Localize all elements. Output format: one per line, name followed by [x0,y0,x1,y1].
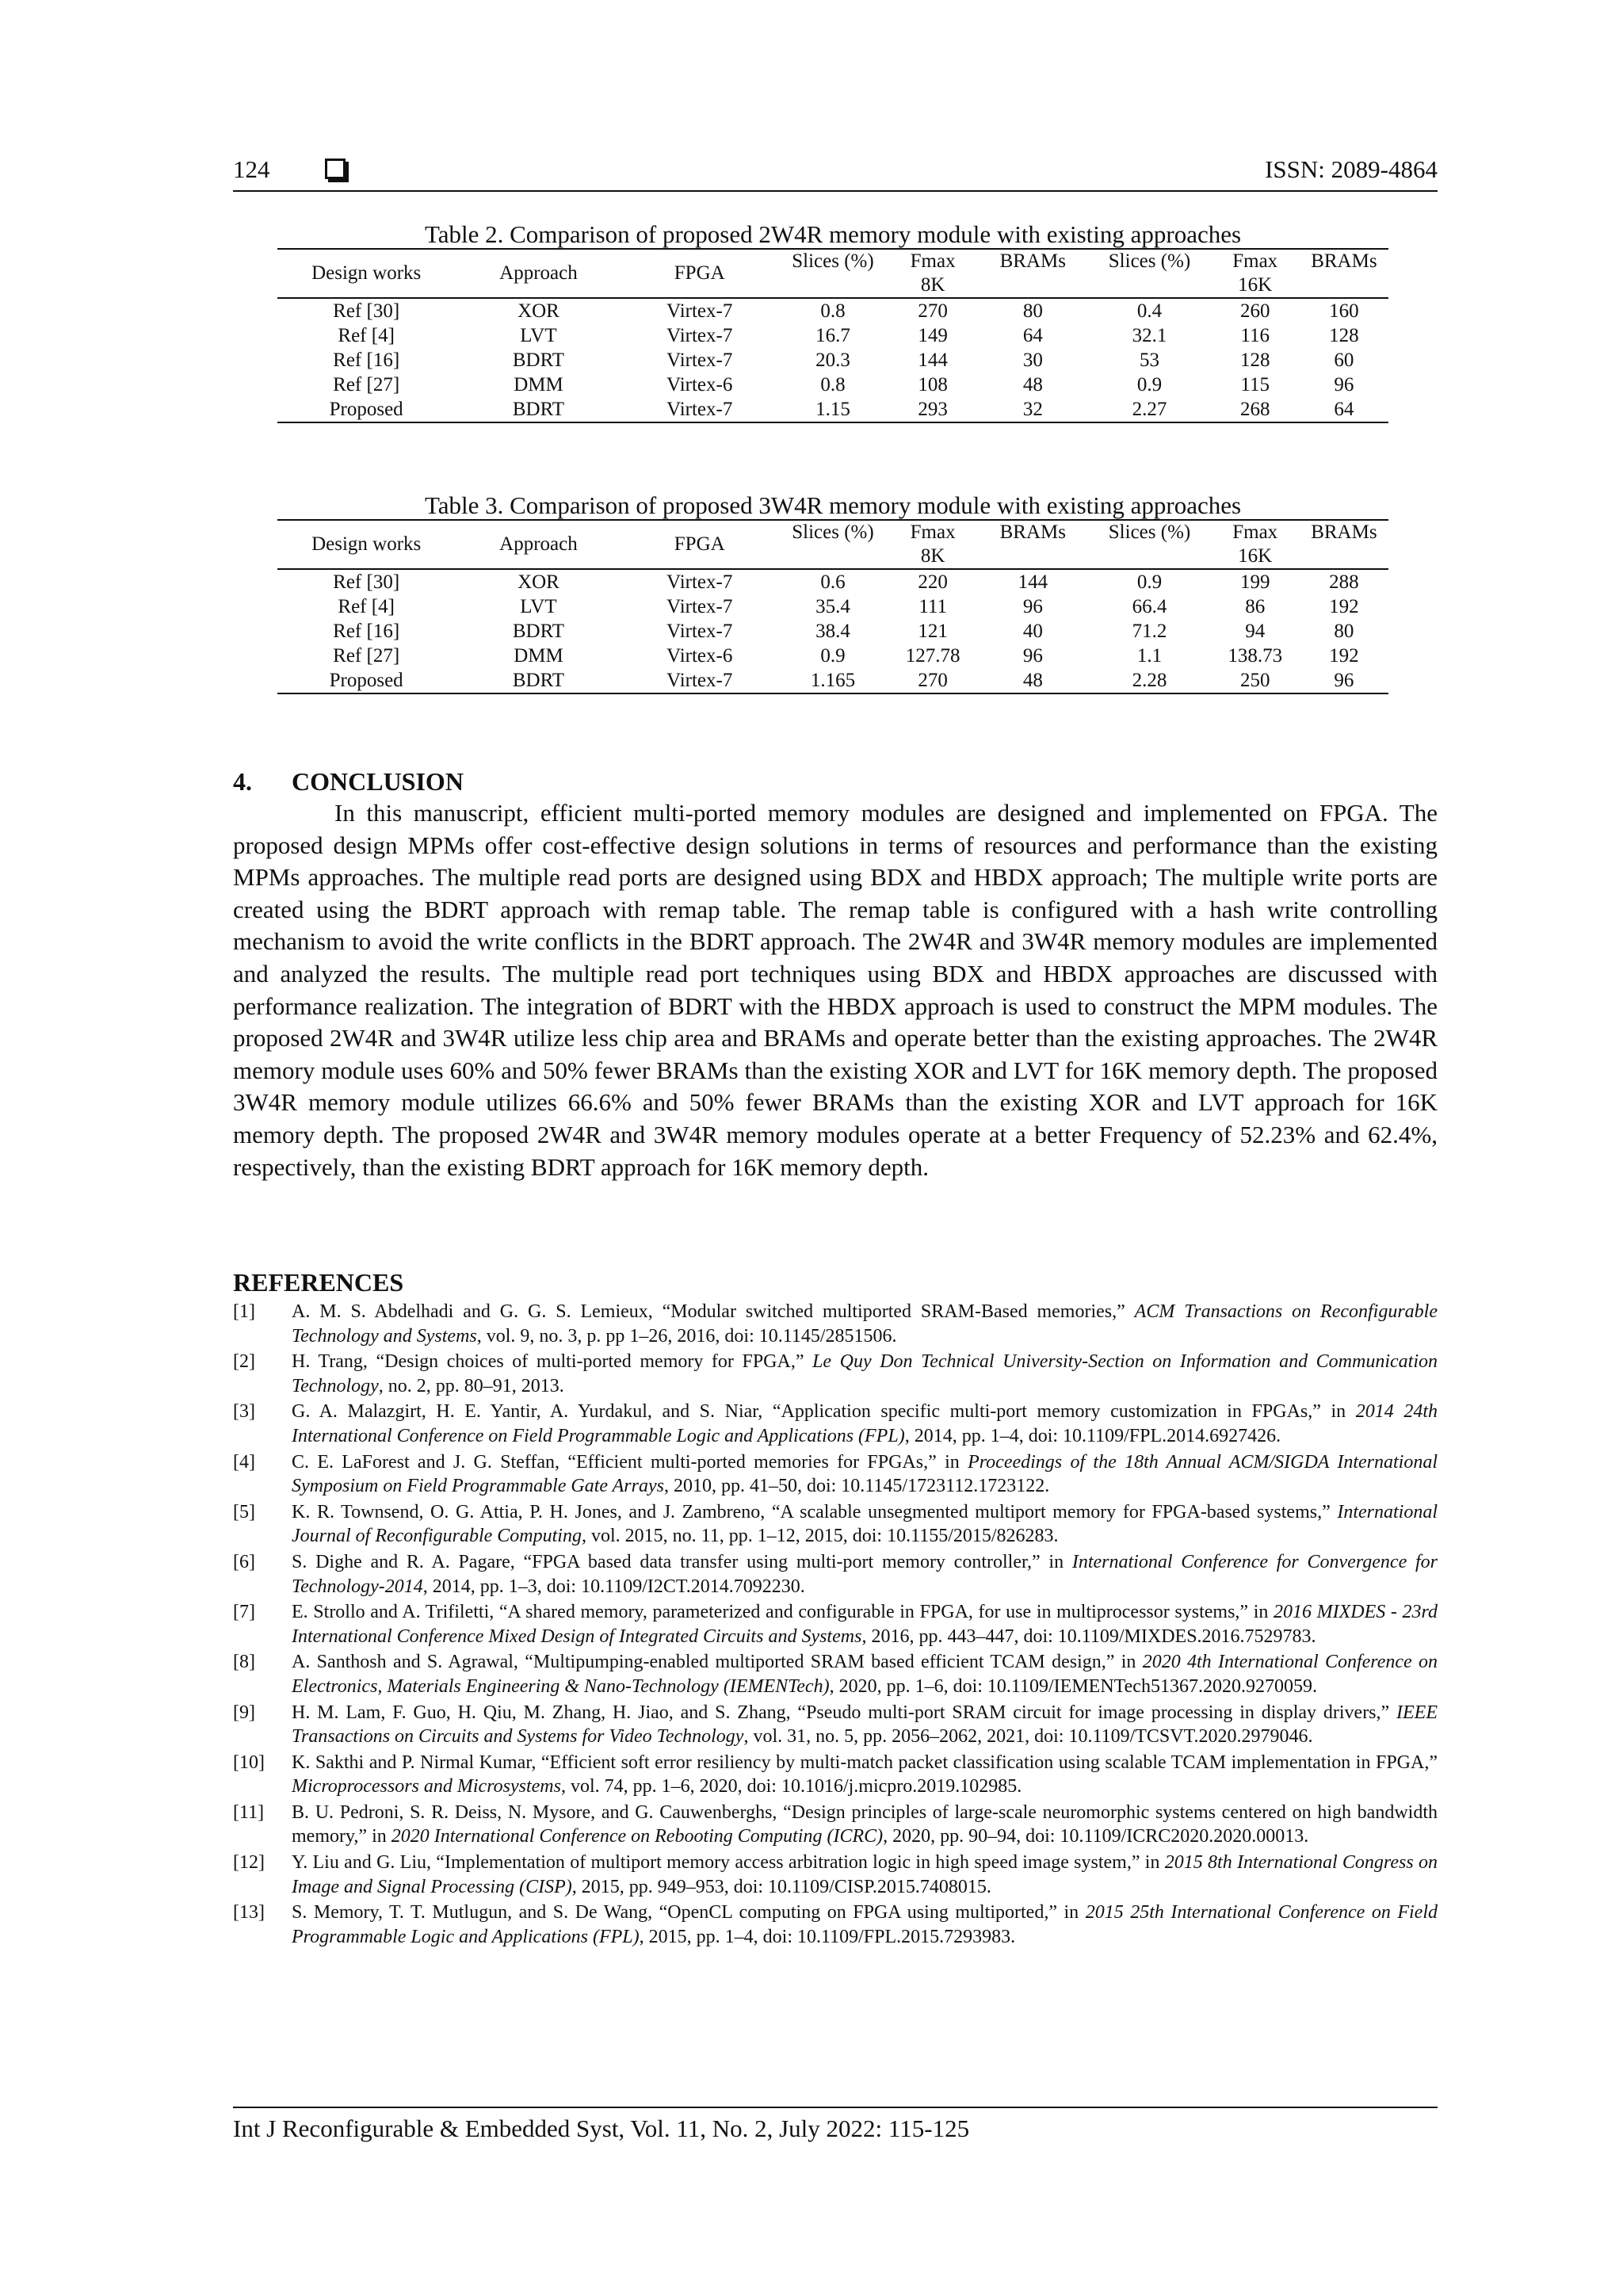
table-cell: Virtex-7 [666,571,733,593]
table-row [277,644,1388,668]
col-fmax-16k: Fmax 16K [1211,520,1300,569]
reference-number: [10] [233,1752,265,1773]
table-cell: 0.6 [820,571,846,593]
table-cell: 86 [1245,595,1266,617]
reference-item [233,1500,1438,1549]
table-cell: 270 [888,668,977,693]
col-approach: Approach [455,520,621,569]
table-cell: BDRT [455,668,621,693]
table-cell: Virtex-7 [666,595,733,617]
col-design-works: Design works [277,249,455,298]
col-design-works: Design works [277,520,455,569]
table-cell: 192 [1329,644,1359,667]
table-row [277,619,1388,644]
table-cell: Virtex-7 [622,397,777,422]
table-cell: 115 [1240,373,1270,395]
section-heading [233,766,1438,797]
table3-caption: Table 3. Comparison of proposed 3W4R memory module with existing approaches [424,491,1242,519]
table-cell: 116 [1240,324,1270,346]
reference-number: [6] [233,1551,255,1572]
conclusion-section [233,766,1438,1183]
table-cell: Ref [27] [333,644,400,667]
table-cell: DMM [514,644,563,667]
table-cell: 0.9 [820,644,846,667]
reference-number: [13] [233,1902,265,1924]
reference-text: C. E. LaForest and J. G. Steffan, “Efficient multi-ported memories for FPGAs,” in Proceedings of the 18th Annual ACM/SIGDA International Symposium on Field Programmable Gate Arrays, 2010, pp. 41–50, doi: 10.1145/1723112.1723122. [292,1451,1438,1497]
table-row [277,372,1388,397]
reference-number: [9] [233,1702,255,1723]
table3-body [277,569,1388,693]
table-cell: Virtex-6 [666,644,733,667]
reference-number: [12] [233,1852,265,1874]
table-cell: 94 [1245,620,1266,642]
table-cell: Virtex-7 [666,324,733,346]
table-cell: 32.1 [1132,324,1167,346]
table-cell: 0.9 [1136,373,1163,395]
table-cell: Ref [30] [333,571,400,593]
table-cell: 80 [1334,620,1354,642]
reference-item [233,1701,1438,1749]
table-cell: 293 [888,397,977,422]
table-cell: 66.4 [1132,595,1167,617]
table-row [277,594,1388,619]
table-cell: 1.1 [1136,644,1163,667]
references-heading: REFERENCES [233,1268,404,1297]
reference-number: [8] [233,1652,255,1673]
table-cell: 270 [918,300,948,322]
table-row [277,348,1388,372]
table-row [277,397,1388,422]
table-cell: Virtex-7 [666,349,733,371]
table-cell: 96 [1022,595,1043,617]
table-cell: 96 [1022,644,1043,667]
table-cell: 2.27 [1088,397,1210,422]
page-number: 124 [233,155,270,183]
table3 [277,492,1388,694]
table-cell: XOR [517,300,559,322]
reference-text: B. U. Pedroni, S. R. Deiss, N. Mysore, and G. Cauwenberghs, “Design principles of large-scale neuromorphic systems centered on high bandwidth memory,” in 2020 International Conference on Rebooting Computing (ICRC), 2020, pp. 90–94, doi: 10.1109/ICRC2020.2020.00013. [292,1801,1438,1847]
reference-text: H. Trang, “Design choices of multi-ported memory for FPGA,” Le Quy Don Technical University-Section on Information and Communication Technology, no. 2, pp. 80–91, 2013. [292,1351,1438,1396]
reference-venue: Proceedings of the 18th Annual ACM/SIGDA International Symposium on Field Programmable Gate Arrays [292,1451,1438,1497]
conclusion-paragraph: In this manuscript, efficient multi-ported memory modules are designed and implemented on FPGA. The proposed design MPMs offer cost-effective design solutions in terms of resources and performance than the existing MPMs approaches. The multiple read ports are designed using BDX and HBDX approach; The multiple write ports are created using the BDRT approach with remap table. The remap table is configured with a hash write controlling mechanism to avoid the write conflicts in the BDRT approach. The 2W4R and 3W4R memory modules are implemented and analyzed the results. The multiple read port techniques using BDX and HBDX approaches are discussed with performance realization. The integration of BDRT with the HBDX approach is used to construct the MPM modules. The proposed 2W4R and 3W4R utilize less chip area and BRAMs and operate better than the existing approaches. The 2W4R memory module uses 60% and 50% fewer BRAMs than the existing XOR and LVT for 16K memory depth. The proposed 3W4R memory module utilizes 66.6% and 50% fewer BRAMs than the existing XOR and LVT approach for 16K memory depth. The proposed 2W4R and 3W4R memory modules operate at a better Frequency of 52.23% and 62.4%, respectively, than the existing BDRT approach for 16K memory depth. [233,799,1438,1181]
table-cell: 96 [1300,668,1388,693]
reference-text: E. Strollo and A. Trifiletti, “A shared memory, parameterized and configurable in FPGA, for use in multiprocessor systems,” in 2016 MIXDES - 23rd International Conference Mixed Design of Integrated Circuits and Systems, 2016, pp. 443–447, doi: 10.1109/MIXDES.2016.7529783. [292,1602,1438,1647]
reference-venue: 2014 24th International Conference on Field Programmable Logic and Applications (FPL) [292,1401,1438,1446]
table2-body [277,298,1388,422]
reference-venue: International Conference for Convergence for Technology-2014 [292,1551,1438,1597]
reference-item [233,1450,1438,1499]
table-cell: 1.165 [777,668,888,693]
table-cell: 199 [1239,571,1270,593]
reference-text: G. A. Malazgirt, H. E. Yantir, A. Yurdakul, and S. Niar, “Application specific multi-port memory customization in FPGAs,” in 2014 24th International Conference on Field Programmable Logic and Applications (FPL), 2014, pp. 1–4, doi: 10.1109/FPL.2014.6927426. [292,1401,1438,1446]
table-cell: 0.9 [1136,571,1163,593]
col-brams-8k: BRAMs [977,249,1088,298]
issn-label: ISSN: 2089-4864 [1265,155,1438,183]
table-cell: 48 [1022,373,1043,395]
col-fmax-8k: Fmax 8K [888,520,977,569]
col-brams-8k: BRAMs [977,520,1088,569]
table-cell: Ref [30] [333,300,400,322]
table-row [277,569,1388,594]
table-cell: 64 [1022,324,1043,346]
col-slices-16k: Slices (%) [1088,520,1210,569]
table-cell: 127.78 [905,644,960,667]
table-cell: 35.4 [815,595,850,617]
col-slices-8k: Slices (%) [777,249,888,298]
reference-list [233,1300,1438,1949]
header-rule [233,190,1438,192]
table2 [277,221,1388,423]
reference-item [233,1801,1438,1849]
table-cell: 250 [1211,668,1300,693]
table-row [277,298,1388,323]
reference-text: S. Memory, T. T. Mutlugun, and S. De Wang, “OpenCL computing on FPGA using multiported,” in 2015 25th International Conference on Field Programmable Logic and Applications (FPL), 2015, pp. 1–4, doi: 10.1109/FPL.2015.7293983. [292,1902,1438,1947]
reference-number: [7] [233,1602,255,1623]
reference-venue: Microprocessors and Microsystems [292,1776,561,1797]
section-title: CONCLUSION [292,767,464,796]
table-cell: Ref [27] [333,373,400,395]
table-cell: 144 [918,349,948,371]
col-slices-16k: Slices (%) [1088,249,1210,298]
reference-number: [3] [233,1401,255,1423]
reference-item [233,1650,1438,1698]
reference-text: A. M. S. Abdelhadi and G. G. S. Lemieux, “Modular switched multiported SRAM-Based memories,” ACM Transactions on Reconfigurable Technology and Systems, vol. 9, no. 3, p. pp 1–26, 2016, doi: 10.1145/2851506. [292,1301,1438,1347]
reference-item [233,1751,1438,1799]
square-bullet-icon [325,159,346,179]
table-cell: 20.3 [815,349,850,371]
table-cell: 0.8 [820,300,846,322]
reference-text: Y. Liu and G. Liu, “Implementation of multiport memory access arbitration logic in high speed image system,” in 2015 8th International Congress on Image and Signal Processing (CISP), 2015, pp. 949–953, doi: 10.1109/CISP.2015.7408015. [292,1852,1438,1897]
table3-grid [277,519,1388,694]
references-section [233,1266,1438,1950]
reference-venue: International Journal of Reconfigurable Computing [292,1501,1438,1547]
table2-caption: Table 2. Comparison of proposed 2W4R memory module with existing approaches [424,220,1242,248]
table-cell: 2.28 [1088,668,1210,693]
reference-text: H. M. Lam, F. Guo, H. Qiu, M. Zhang, H. Jiao, and S. Zhang, “Pseudo multi-port SRAM circuit for image processing in display drivers,” IEEE Transactions on Circuits and Systems for Video Technology, vol. 31, no. 5, pp. 2056–2062, 2021, doi: 10.1109/TCSVT.2020.2979046. [292,1702,1438,1748]
table-cell: 60 [1334,349,1354,371]
col-fpga: FPGA [622,249,777,298]
table-cell: 30 [1022,349,1043,371]
reference-item [233,1350,1438,1398]
table-cell: 128 [1329,324,1359,346]
reference-number: [2] [233,1351,255,1373]
table-cell: 0.4 [1136,300,1163,322]
col-fpga: FPGA [622,520,777,569]
table-cell: Ref [16] [333,620,400,642]
reference-venue: 2015 25th International Conference on Field Programmable Logic and Applications (FPL) [292,1902,1438,1947]
reference-venue: ACM Transactions on Reconfigurable Technology and Systems [292,1301,1438,1347]
table-cell: Proposed [277,668,455,693]
table-cell: Virtex-7 [666,300,733,322]
table-cell: 160 [1329,300,1359,322]
table-cell: XOR [517,571,559,593]
reference-venue: 2015 8th International Congress on Image and Signal Processing (CISP) [292,1852,1438,1897]
table-row [277,323,1388,348]
reference-number: [11] [233,1801,265,1823]
table-cell: Ref [4] [338,324,395,346]
table-cell: BDRT [512,349,565,371]
reference-text: K. R. Townsend, O. G. Attia, P. H. Jones, and J. Zambreno, “A scalable unsegmented multiport memory for FPGA-based systems,” International Journal of Reconfigurable Computing, vol. 2015, no. 11, pp. 1–12, 2015, doi: 10.1155/2015/826283. [292,1501,1438,1547]
table-cell: 108 [918,373,948,395]
table-cell: 64 [1300,397,1388,422]
table-cell: 96 [1334,373,1354,395]
table-cell: Ref [16] [333,349,400,371]
table-cell: 268 [1211,397,1300,422]
table-cell: Virtex-7 [666,620,733,642]
footer-rule [233,2107,1438,2108]
table-cell: Proposed [277,397,455,422]
reference-text: K. Sakthi and P. Nirmal Kumar, “Efficient soft error resiliency by multi-match packet classification using scalable TCAM implementation in FPGA,” Microprocessors and Microsystems, vol. 74, pp. 1–6, 2020, doi: 10.1016/j.micpro.2019.102985. [292,1752,1438,1797]
col-brams-16k: BRAMs [1300,520,1388,569]
table-cell: LVT [520,324,557,346]
col-approach: Approach [455,249,621,298]
table-cell: 16.7 [815,324,850,346]
col-fmax-8k: Fmax 8K [888,249,977,298]
reference-venue: 2020 International Conference on Rebooting Computing (ICRC) [391,1826,884,1847]
table-row [277,668,1388,693]
reference-venue: 2020 4th International Conference on Electronics, Materials Engineering & Nano-Technology (IEMENTech) [292,1652,1438,1697]
reference-item [233,1550,1438,1599]
table-cell: 1.15 [777,397,888,422]
table-cell: 0.8 [820,373,846,395]
col-brams-16k: BRAMs [1300,249,1388,298]
reference-text: S. Dighe and R. A. Pagare, “FPGA based data transfer using multi-port memory controller,” in International Conference for Convergence for Technology-2014, 2014, pp. 1–3, doi: 10.1109/I2CT.2014.7092230. [292,1551,1438,1597]
table-cell: 40 [1022,620,1043,642]
table-cell: LVT [520,595,557,617]
col-fmax-16k: Fmax 16K [1211,249,1300,298]
table-cell: 128 [1239,349,1270,371]
table-cell: Ref [4] [338,595,395,617]
reference-text: A. Santhosh and S. Agrawal, “Multipumping-enabled multiported SRAM based efficient TCAM design,” in 2020 4th International Conference on Electronics, Materials Engineering & Nano-Technology (IEMENTech), 2020, pp. 1–6, doi: 10.1109/IEMENTech51367.2020.9270059. [292,1652,1438,1697]
reference-item [233,1851,1438,1899]
page-header [233,155,1438,193]
table-cell: 71.2 [1132,620,1167,642]
col-slices-8k: Slices (%) [777,520,888,569]
table-cell: 149 [918,324,948,346]
section-number: 4. [233,767,252,796]
table-cell: 288 [1329,571,1359,593]
table-cell: 38.4 [815,620,850,642]
reference-venue: 2016 MIXDES - 23rd International Conference Mixed Design of Integrated Circuits and Systems [292,1602,1438,1647]
table2-grid [277,248,1388,423]
table-cell: 121 [918,620,948,642]
reference-item [233,1400,1438,1448]
table-cell: Virtex-6 [666,373,733,395]
reference-item [233,1901,1438,1949]
table-cell: Virtex-7 [622,668,777,693]
table-cell: DMM [514,373,563,395]
table-cell: BDRT [455,397,621,422]
table-cell: 192 [1329,595,1359,617]
table-cell: BDRT [512,620,565,642]
page-footer: Int J Reconfigurable & Embedded Syst, Vol. 11, No. 2, July 2022: 115-125 [233,2115,970,2142]
reference-item [233,1600,1438,1648]
reference-number: [1] [233,1301,255,1322]
table-cell: 48 [977,668,1088,693]
table-cell: 80 [1022,300,1043,322]
table-cell: 32 [977,397,1088,422]
table-cell: 260 [1239,300,1270,322]
table-cell: 53 [1140,349,1160,371]
reference-venue: Le Quy Don Technical University-Section on Information and Communication Technology [292,1351,1438,1396]
reference-venue: IEEE Transactions on Circuits and Systems for Video Technology [292,1702,1438,1748]
reference-item [233,1300,1438,1348]
table-cell: 144 [1018,571,1048,593]
reference-number: [4] [233,1451,255,1473]
table-cell: 138.73 [1228,644,1283,667]
reference-number: [5] [233,1501,255,1522]
table-cell: 111 [918,595,947,617]
table-cell: 220 [918,571,948,593]
